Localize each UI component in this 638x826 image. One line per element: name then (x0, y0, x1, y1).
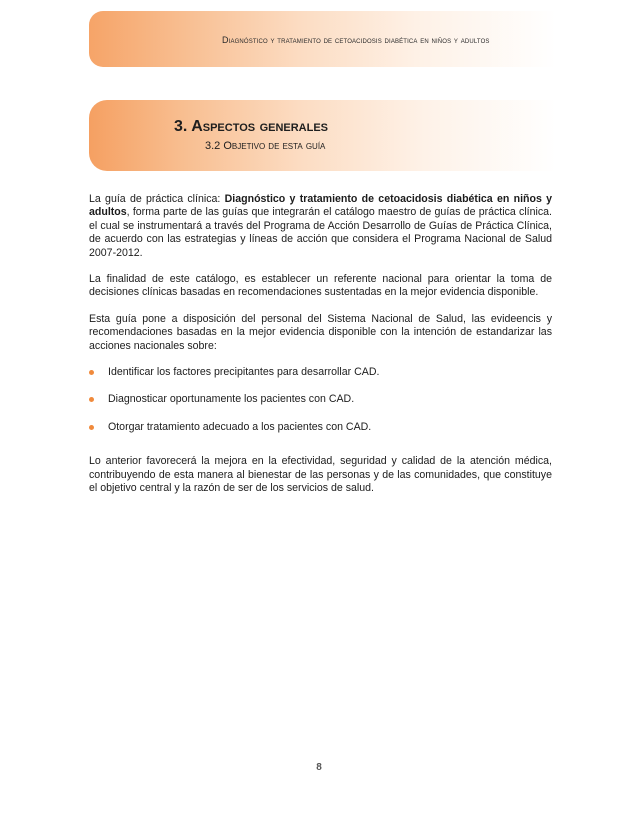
list-item-text: Identificar los factores precipitantes para desarrollar CAD. (108, 366, 380, 379)
list-item (89, 421, 552, 434)
list-item-text: Otorgar tratamiento adecuado a los pacientes con CAD. (108, 420, 372, 433)
list-item-text: Diagnosticar oportunamente los pacientes con CAD. (108, 393, 355, 406)
paragraph-conclusion: Lo anterior favorecerá la mejora en la efectividad, seguridad y calidad de la atención médica, contribuyendo de esta manera al bienestar de las personas y de las comunidades, que constituye el objetivo central y la razón de ser de los servicios de salud. (89, 455, 552, 495)
list-item (89, 366, 552, 379)
running-header-title: Diagnóstico y tratamiento de cetoacidosis diabética en niños y adultos (222, 35, 490, 45)
intro-suffix: , forma parte de las guías que integrarán el catálogo maestro de guías de práctica clínica. el cual se instrumentará a través del Programa de Acción Desarrollo de Guías de Práctica Clínica, de acuerdo con las estrategias y líneas de acción que considera el Programa Nacional de Salud 2007-2012. (89, 206, 552, 259)
bullet-dot-icon (89, 370, 94, 375)
paragraph-purpose: La finalidad de este catálogo, es establecer un referente nacional para orientar la toma de decisiones clínicas basadas en recomendaciones sustentadas en la mejor evidencia disponible. (89, 273, 552, 299)
section-subtitle: 3.2 Objetivo de esta guía (205, 140, 326, 152)
section-title: 3. Aspectos generales (174, 118, 329, 135)
page-number: 8 (316, 762, 322, 773)
body-content (89, 193, 552, 496)
paragraph-intro (89, 193, 552, 260)
list-item (89, 393, 552, 406)
paragraph-availability: Esta guía pone a disposición del personal del Sistema Nacional de Salud, las evideencis y recomendaciones basadas en la mejor evidencia disponible con la intención de estandarizar las acciones nacionales sobre: (89, 312, 552, 352)
bullet-dot-icon (89, 425, 94, 430)
objectives-list (89, 366, 552, 434)
intro-prefix: La guía de práctica clínica: (89, 193, 225, 205)
bullet-dot-icon (89, 397, 94, 402)
guide-title-bold: Diagnóstico y tratamiento de cetoacidosis diabética en niños y adultos (89, 193, 553, 219)
